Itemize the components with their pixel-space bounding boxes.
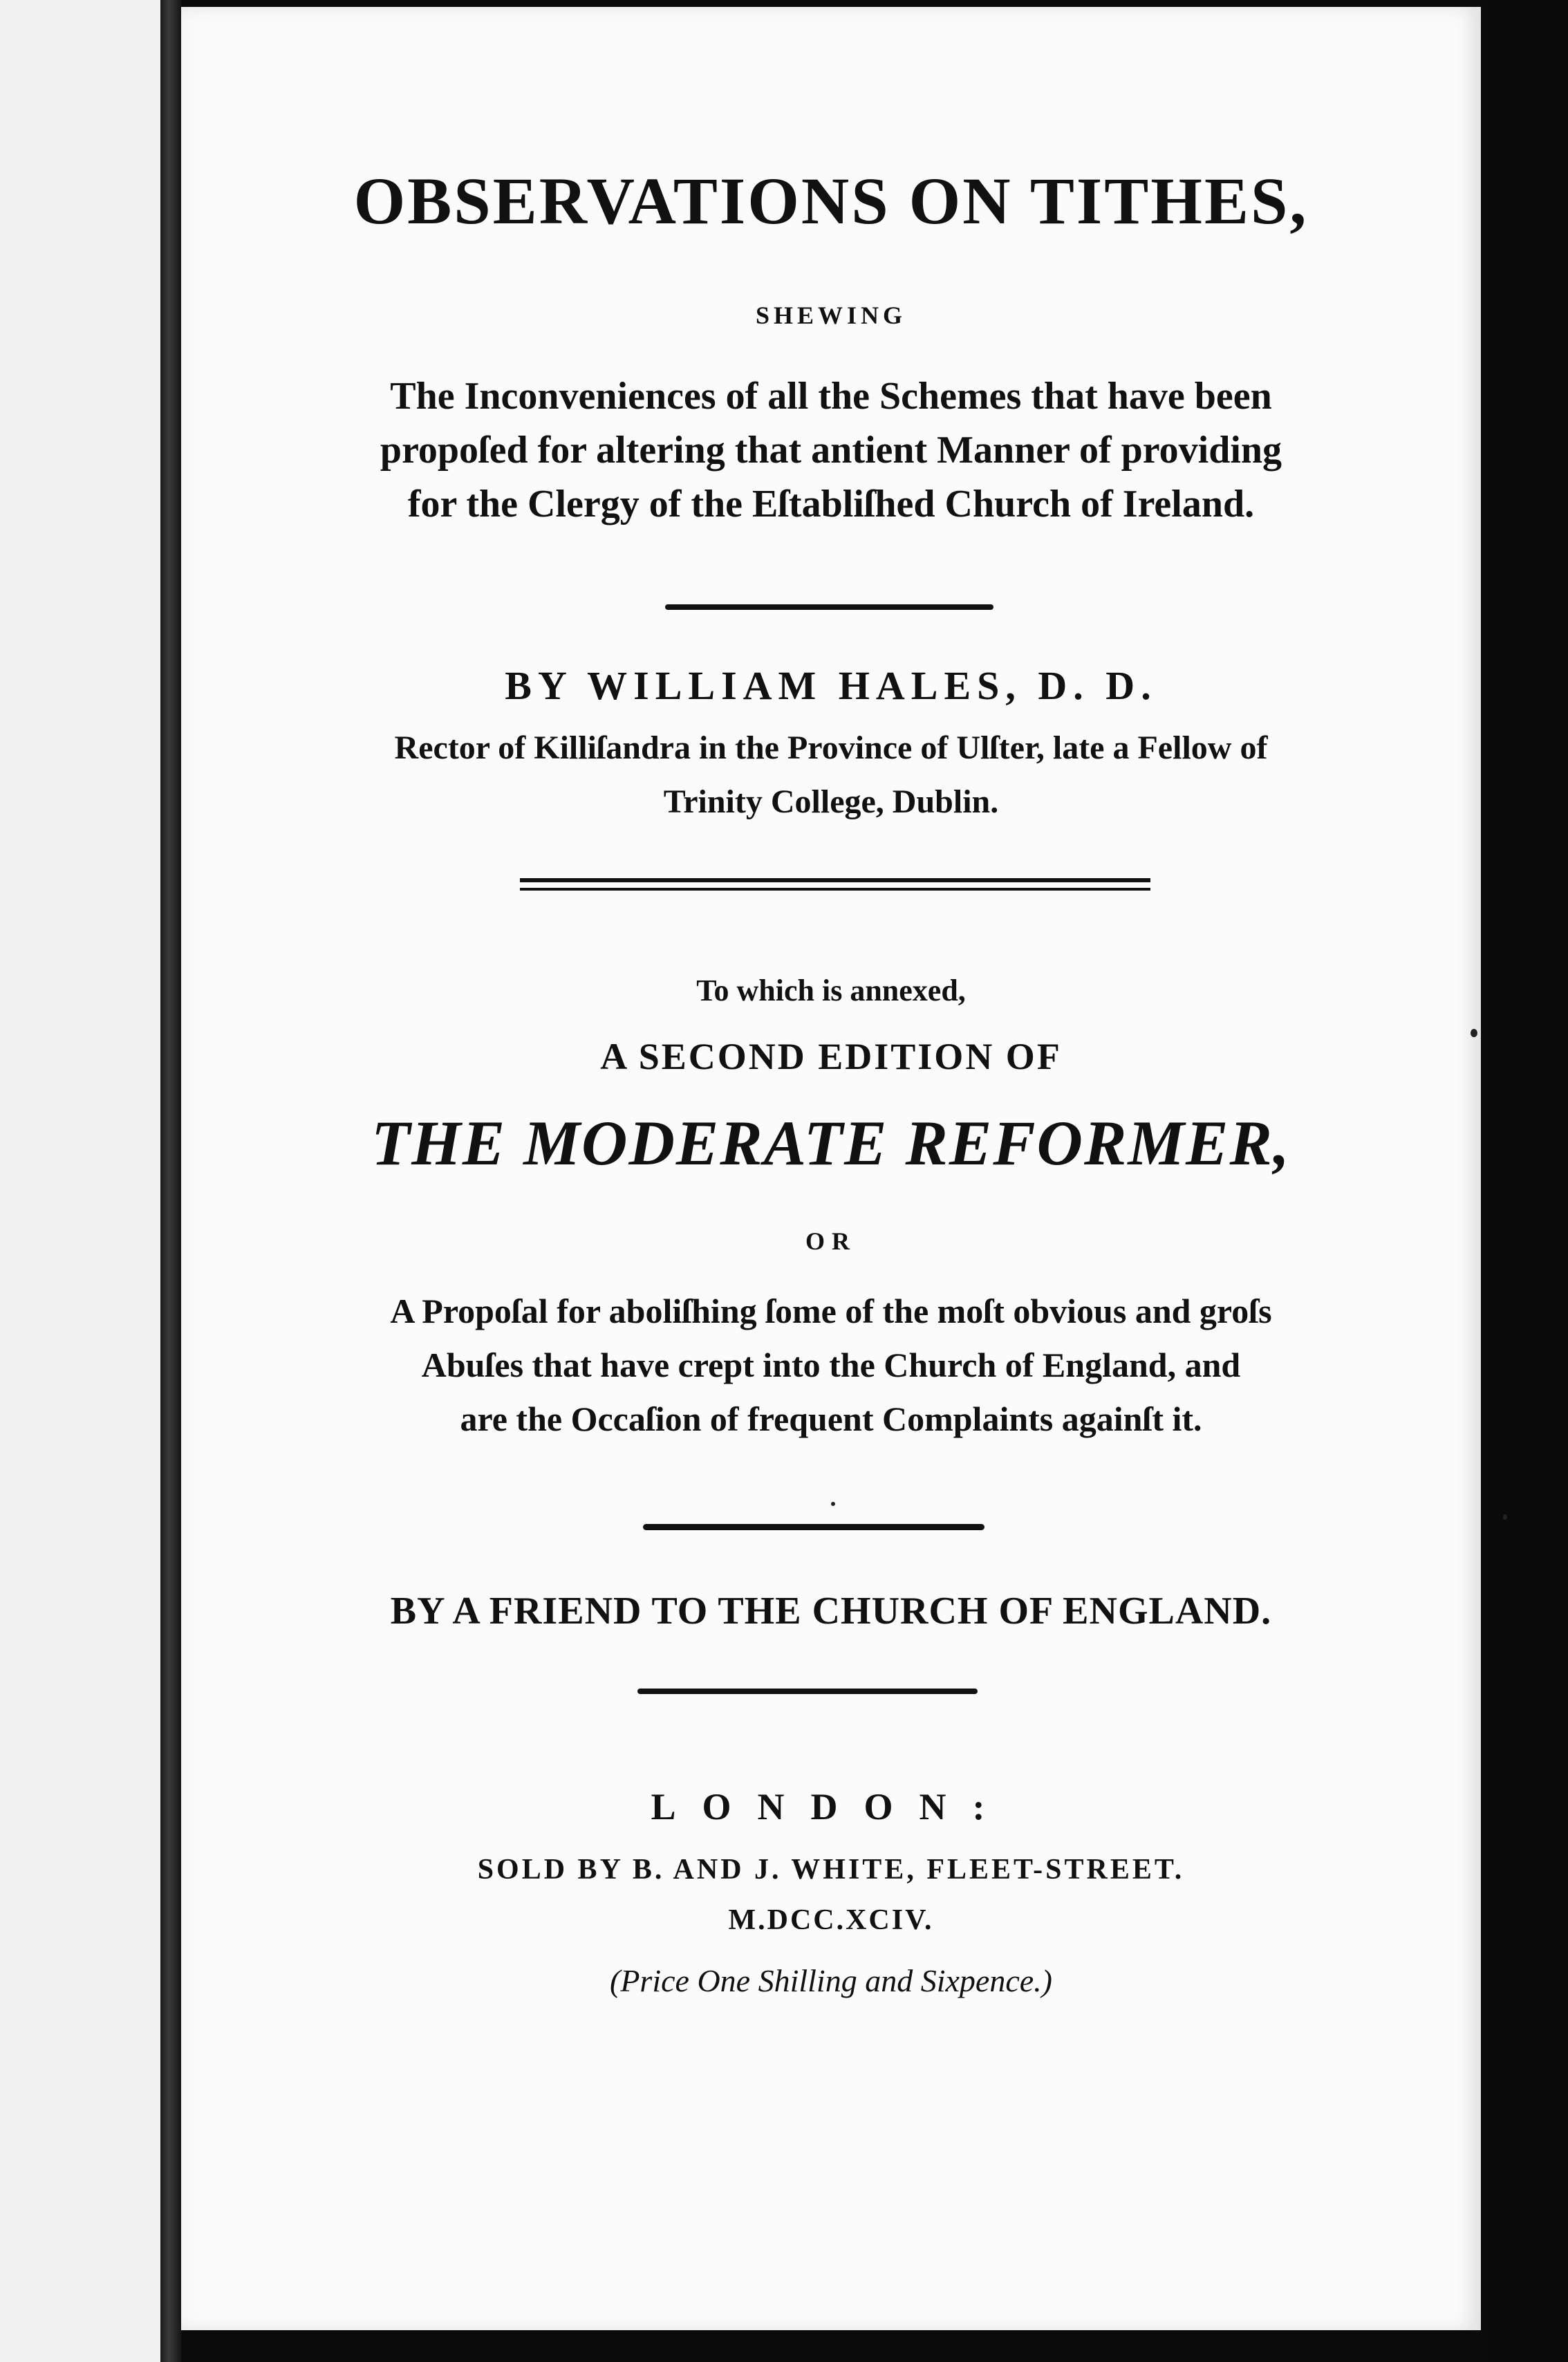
proposal-line-2: Abuſes that have crept into the Church of England, and bbox=[421, 1346, 1241, 1384]
ornamental-rule-1 bbox=[665, 604, 993, 610]
proposal-line-3: are the Occaſion of frequent Complaints againſt it. bbox=[460, 1399, 1202, 1438]
proposal-line-1: A Propoſal for aboliſhing ſome of the moſt obvious and groſs bbox=[390, 1292, 1272, 1330]
shewing-label: SHEWING bbox=[755, 301, 907, 329]
ink-speck bbox=[1471, 1029, 1477, 1037]
subtitle-line-3: for the Clergy of the Eſtabliſhed Church of Ireland. bbox=[407, 483, 1255, 526]
author-description-line-2: Trinity College, Dublin. bbox=[663, 783, 999, 820]
subtitle-line-2: propoſed for altering that antient Manner of providing bbox=[380, 429, 1282, 472]
main-title: OBSERVATIONS ON TITHES, bbox=[353, 164, 1309, 238]
imprint-year: M.DCC.XCIV. bbox=[728, 1904, 934, 1936]
subtitle-line-1: The Inconveniences of all the Schemes that have been bbox=[390, 375, 1272, 418]
work-title: THE MODERATE REFORMER, bbox=[371, 1108, 1291, 1178]
ornamental-rule-3 bbox=[637, 1689, 978, 1694]
second-edition-line: A SECOND EDITION OF bbox=[600, 1036, 1062, 1077]
imprint-city: LONDON: bbox=[651, 1786, 1011, 1828]
imprint-price: (Price One Shilling and Sixpence.) bbox=[610, 1963, 1052, 1998]
ornamental-rule-2 bbox=[643, 1524, 984, 1530]
or-label: OR bbox=[805, 1227, 857, 1255]
author-description-line-1: Rector of Killiſandra in the Province of Ulſter, late a Fellow of bbox=[394, 729, 1268, 766]
ink-speck bbox=[831, 1502, 835, 1506]
imprint-seller: SOLD BY B. AND J. WHITE, FLEET-STREET. bbox=[477, 1854, 1185, 1886]
title-page bbox=[181, 7, 1481, 2330]
double-rule-top bbox=[520, 878, 1150, 882]
double-rule-bottom bbox=[520, 888, 1150, 891]
friend-line: BY A FRIEND TO THE CHURCH OF ENGLAND. bbox=[390, 1590, 1272, 1633]
book-gutter bbox=[160, 0, 181, 2362]
scan-background bbox=[1486, 0, 1568, 2362]
facing-page-edge bbox=[0, 0, 160, 2362]
author-line: BY WILLIAM HALES, D. D. bbox=[505, 663, 1157, 708]
ink-speck bbox=[1503, 1514, 1507, 1520]
annexed-line: To which is annexed, bbox=[696, 974, 966, 1007]
